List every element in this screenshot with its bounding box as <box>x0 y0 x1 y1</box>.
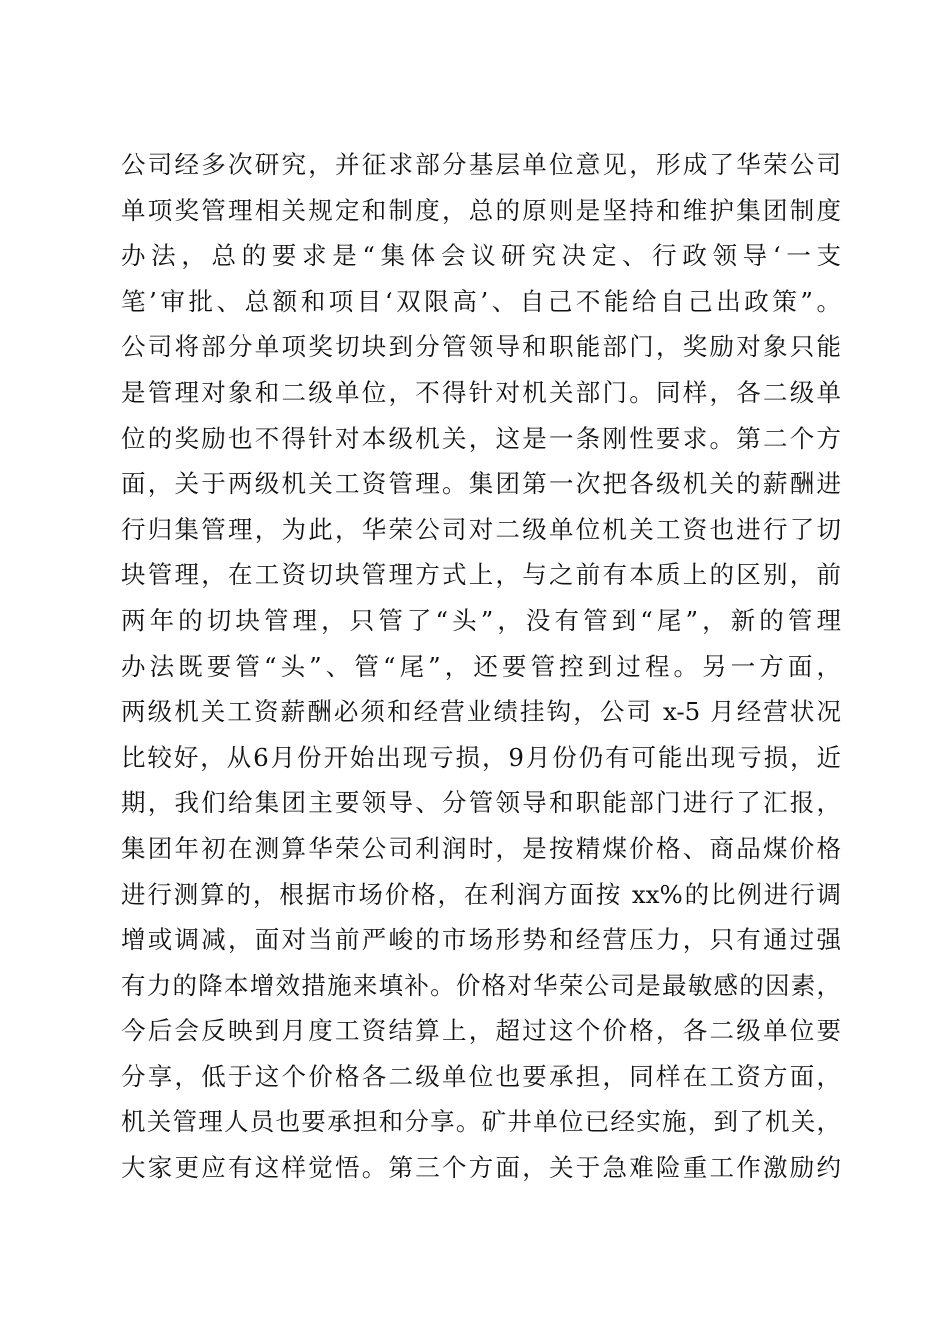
body-paragraph <box>121 142 841 1191</box>
text-line: 增或调减，面对当前严峻的市场形势和经营压力，只有通过强 <box>121 925 841 955</box>
text-line: 进行测算的，根据市场价格，在利润方面按 xx%的比例进行调 <box>121 879 841 909</box>
text-line: 单项奖管理相关规定和制度，总的原则是坚持和维护集团制度 <box>121 195 841 225</box>
text-line: 公司经多次研究，并征求部分基层单位意见，形成了华荣公司 <box>121 150 841 179</box>
text-line: 大家更应有这样觉悟。第三个方面，关于急难险重工作激励约 <box>121 1153 841 1183</box>
text-line: 两年的切块管理，只管了“头”，没有管到“尾”，新的管理 <box>121 605 841 635</box>
text-line: 比较好，从6月份开始出现亏损，9月份仍有可能出现亏损，近 <box>121 742 841 772</box>
text-line: 是管理对象和二级单位，不得针对机关部门。同样，各二级单 <box>121 377 841 407</box>
text-line: 笔’审批、总额和项目‘双限高’、自己不能给自己出政策”。 <box>121 286 841 316</box>
text-line: 两级机关工资薪酬必须和经营业绩挂钩，公司 x-5 月经营状况 <box>121 697 841 727</box>
text-line: 块管理，在工资切块管理方式上，与之前有本质上的区别，前 <box>121 560 841 590</box>
text-line: 公司将部分单项奖切块到分管领导和职能部门，奖励对象只能 <box>121 332 841 362</box>
text-line: 位的奖励也不得针对本级机关，这是一条刚性要求。第二个方 <box>121 423 841 453</box>
text-line: 面，关于两级机关工资管理。集团第一次把各级机关的薪酬进 <box>121 469 841 499</box>
text-line: 集团年初在测算华荣公司利润时，是按精煤价格、商品煤价格 <box>121 833 841 863</box>
text-line: 分享，低于这个价格各二级单位也要承担，同样在工资方面， <box>121 1061 841 1091</box>
text-line: 办法，总的要求是“集体会议研究决定、行政领导‘一支 <box>121 241 841 271</box>
text-line: 机关管理人员也要承担和分享。矿井单位已经实施，到了机关， <box>121 1107 841 1137</box>
text-line: 办法既要管“头”、管“尾”，还要管控到过程。另一方面， <box>121 651 841 681</box>
text-line: 今后会反映到月度工资结算上，超过这个价格，各二级单位要 <box>121 1016 841 1046</box>
text-line: 行归集管理，为此，华荣公司对二级单位机关工资也进行了切 <box>121 514 841 544</box>
text-line: 有力的降本增效措施来填补。价格对华荣公司是最敏感的因素， <box>121 970 841 1000</box>
text-line: 期，我们给集团主要领导、分管领导和职能部门进行了汇报， <box>121 788 841 818</box>
